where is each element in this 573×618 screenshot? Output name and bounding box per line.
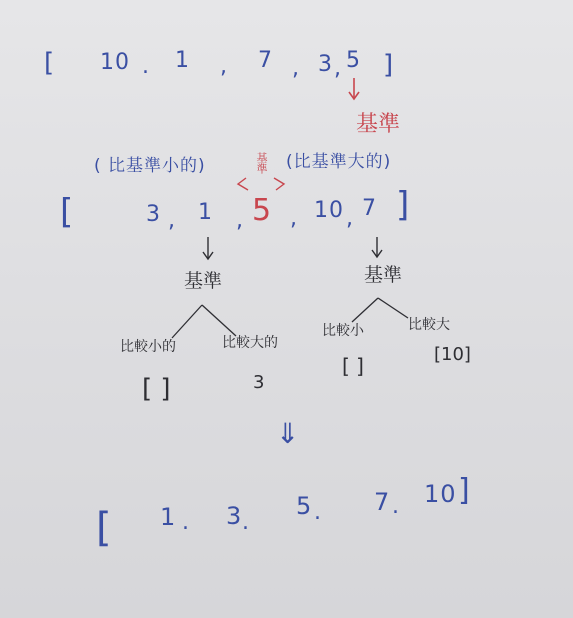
partition-open: [ [60, 192, 74, 232]
partition-close: ] [396, 185, 410, 225]
left-subtree-larger-label: 比較大的 [222, 335, 278, 351]
split-arrow-left [238, 178, 248, 190]
smaller-note: ( 比基準小的) [94, 156, 206, 176]
right-subtree-pivot: 基準 [364, 264, 403, 286]
result-arrow: ⇓ [276, 417, 301, 450]
sorted-item: 5 [296, 492, 313, 520]
original-item-pivot: 5 [346, 48, 361, 73]
partition-pivot: 5 [252, 193, 272, 228]
partition-right-item: 10 [314, 198, 344, 223]
original-array-close: ] [383, 50, 395, 80]
larger-note: (比基準大的) [286, 152, 392, 172]
sorted-item: 10 [424, 480, 457, 508]
branch-right-2 [378, 298, 408, 318]
branch-right-1 [352, 298, 378, 322]
original-array-open: [ [44, 48, 56, 78]
right-subtree-smaller-label: 比較小 [322, 323, 364, 339]
original-item: 1 [175, 48, 190, 73]
sorted-open: [ [96, 505, 112, 551]
branch-left-2 [202, 305, 236, 336]
pivot-label: 基準 [356, 112, 401, 137]
separator: . [242, 510, 250, 535]
partition-left-item: 3 [146, 202, 161, 227]
partition-right-item: 7 [362, 196, 377, 221]
left-subtree-smaller-label: 比較小的 [120, 339, 176, 355]
sorted-item: 1 [160, 503, 177, 531]
separator: , [236, 208, 244, 233]
separator: , [292, 56, 300, 81]
separator: . [182, 510, 190, 535]
sorted-item: 7 [374, 488, 391, 516]
sorted-item: 3 [226, 502, 243, 530]
separator: , [168, 208, 176, 233]
split-arrow-right [274, 178, 284, 190]
right-subtree-larger-value: [10] [434, 344, 471, 365]
pivot-side-label: 基準 [255, 152, 268, 174]
branch-left-1 [172, 305, 202, 338]
partition-left-item: 1 [198, 200, 213, 225]
left-subtree-larger-value: 3 [253, 372, 265, 393]
separator: , [290, 206, 298, 231]
original-item: 10 [100, 50, 130, 75]
original-item: 7 [258, 48, 273, 73]
left-subtree-smaller-value: [ ] [142, 374, 171, 404]
separator: , [346, 206, 354, 231]
right-subtree-smaller-value: [ ] [342, 354, 364, 378]
right-subtree-larger-label: 比較大 [408, 317, 450, 333]
sorted-close: ] [458, 473, 470, 508]
separator: , [220, 54, 228, 79]
separator: . [142, 54, 150, 79]
separator: . [314, 500, 322, 525]
left-subtree-pivot: 基準 [184, 270, 223, 292]
original-item: 3 [318, 52, 333, 77]
separator: , [334, 56, 342, 81]
separator: . [392, 494, 400, 519]
